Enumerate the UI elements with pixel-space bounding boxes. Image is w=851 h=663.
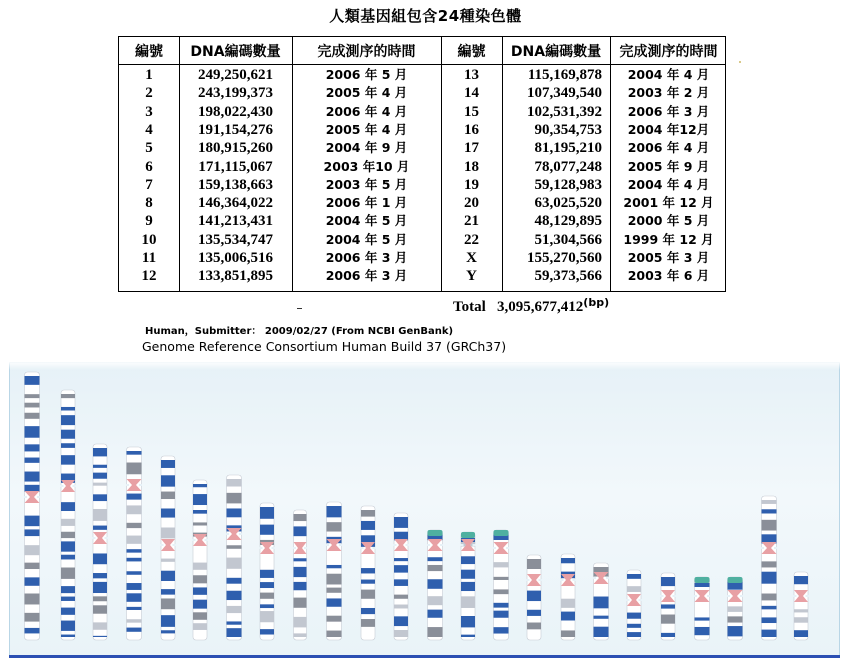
sequencing-date: 2005 年 9 月: [627, 158, 710, 174]
chromosome-ideogram: [627, 570, 642, 640]
sequencing-date: 2004 年 4 月: [627, 176, 710, 192]
chromosome-id: 4: [145, 121, 153, 138]
header-id-right: 編號: [457, 44, 486, 60]
chromosome-id: X: [466, 250, 477, 266]
dna-count: 81,195,210: [534, 140, 602, 157]
chromosome-id: 22: [464, 231, 479, 248]
dna-count: 155,270,560: [527, 250, 602, 266]
chromosome-ideogram: [161, 456, 176, 640]
header-id-left: 編號: [135, 44, 163, 60]
header-dna-left: DNA編碼數量: [190, 44, 281, 60]
dna-count: 249,250,621: [198, 67, 273, 83]
total-unit: (bp): [583, 296, 610, 309]
chromosome-ideogram: [93, 444, 108, 640]
sequencing-date: 2006 年 3 月: [325, 268, 408, 284]
dna-count: 243,199,373: [198, 85, 273, 102]
dna-count: 135,006,516: [198, 250, 273, 266]
chromosome-ideogram: [527, 555, 542, 640]
total-label: Total: [453, 299, 486, 315]
dna-count: 180,915,260: [198, 140, 273, 157]
chromosome-id: 8: [145, 195, 153, 212]
chromosome-ideogram: [61, 390, 76, 640]
chromosome-ideogram: [561, 554, 576, 640]
sequencing-date: 2006 年 3 月: [627, 103, 710, 119]
dna-count: 135,534,747: [198, 231, 273, 248]
sequencing-date: 2006 年 1 月: [325, 195, 408, 211]
chromosome-id: 7: [145, 176, 153, 193]
chromosome-ideogram: [761, 496, 777, 640]
build-note: Genome Reference Consortium Human Build 37 (GRCh37): [142, 339, 507, 354]
header-time-left: 完成測序的時間: [317, 44, 416, 60]
chromosome-id: 2: [145, 85, 153, 102]
chromosome-id: 21: [464, 213, 479, 230]
sequencing-date: 2006 年 4 月: [627, 140, 710, 156]
chromosome-id: 18: [464, 158, 479, 175]
sequencing-date: 1999 年 12 月: [623, 231, 714, 247]
dna-count: 198,022,430: [198, 103, 273, 120]
chromosome-ideogram: [24, 372, 40, 640]
chromosome-id: 6: [145, 158, 153, 175]
dna-count: 90,354,753: [534, 121, 602, 138]
chromosome-id: 11: [141, 250, 157, 266]
dna-count: 141,213,431: [198, 213, 273, 230]
chromosome-ideogram: [361, 506, 376, 640]
chromosome-id: 20: [464, 195, 479, 212]
chromosome-ideogram: [461, 532, 476, 640]
chromosome-ideogram: [794, 572, 809, 640]
sequencing-date: 2003 年 5 月: [325, 176, 408, 192]
sequencing-date: 2001 年 12 月: [623, 195, 714, 211]
sequencing-date: 2006 年 4 月: [325, 103, 408, 119]
chromosome-id: Y: [466, 268, 477, 285]
sequencing-date: 2004 年12月: [627, 121, 710, 137]
dna-count: 133,851,895: [198, 268, 273, 285]
chromosome-ideogram: [260, 503, 275, 640]
chromosome-id: 16: [464, 121, 479, 138]
dna-count: 107,349,540: [527, 85, 602, 102]
dna-count: 59,128,983: [534, 176, 602, 193]
chromosome-id: 12: [141, 268, 157, 285]
chromosome-id: 13: [464, 67, 479, 83]
sequencing-date: 2003 年 6 月: [627, 268, 710, 284]
chromosome-ideogram: [226, 475, 242, 640]
header-dna-right: DNA編碼數量: [510, 44, 602, 60]
chromosome-ideogram: [493, 530, 509, 640]
sequencing-date: 2005 年 4 月: [325, 121, 408, 137]
dna-count: 102,531,392: [527, 103, 602, 120]
chromosome-id: 17: [464, 140, 479, 157]
sequencing-date: 2005 年 4 月: [325, 85, 408, 101]
chromosome-id: 1: [145, 67, 153, 83]
dna-count: 51,304,566: [534, 231, 602, 248]
chromosome-id: 15: [464, 103, 479, 120]
sequencing-date: 2006 年 3 月: [325, 250, 408, 265]
chromosome-ideogram: [593, 563, 609, 640]
dna-count: 159,138,663: [198, 176, 273, 193]
chromosome-ideogram: [661, 573, 676, 640]
dna-count: 59,373,566: [534, 268, 602, 285]
dna-count: 191,154,276: [198, 121, 273, 138]
chromosome-id: 5: [145, 140, 153, 157]
chromosome-id: 9: [145, 213, 153, 230]
chromosome-id: 10: [141, 231, 157, 248]
sequencing-date: 2000 年 5 月: [627, 213, 710, 229]
dna-count: 63,025,520: [534, 195, 602, 212]
page-title: 人類基因組包含24種染色體: [329, 7, 522, 25]
dna-count: 48,129,895: [534, 213, 602, 230]
chromosome-ideogram: [126, 447, 142, 640]
sequencing-date: 2004 年 5 月: [325, 231, 408, 247]
sequencing-date: 2003 年10 月: [323, 158, 410, 174]
chromosome-ideogram: [427, 530, 443, 640]
dna-count: 115,169,878: [527, 67, 602, 83]
sequencing-date: 2004 年 4 月: [627, 67, 710, 82]
chromosome-ideogram: [694, 577, 710, 640]
header-time-right: 完成測序的時間: [619, 44, 718, 60]
submitter-note: Human，Submitter： 2009/02/27 (From NCBI GenBank): [145, 326, 454, 337]
dna-count: 171,115,067: [198, 158, 273, 175]
chromosome-ideogram: [394, 513, 409, 640]
chromosome-ideogram: [326, 502, 342, 640]
sequencing-date: 2004 年 5 月: [325, 213, 408, 229]
chromosome-id: 14: [464, 85, 479, 102]
sequencing-date: 2004 年 9 月: [325, 140, 408, 156]
chromosome-ideogram: [293, 510, 307, 640]
total-value: 3,095,677,412: [497, 299, 584, 315]
dna-count: 146,364,022: [198, 195, 273, 212]
chromosome-ideogram: [193, 480, 208, 640]
chromosome-ideogram: [727, 577, 743, 640]
chromosome-id: 3: [145, 103, 153, 120]
chromosome-id: 19: [464, 176, 479, 193]
sequencing-date: 2005 年 3 月: [627, 250, 710, 265]
sequencing-date: 2003 年 2 月: [627, 85, 710, 101]
dna-count: 78,077,248: [534, 158, 602, 175]
sequencing-date: 2006 年 5 月: [325, 67, 408, 82]
